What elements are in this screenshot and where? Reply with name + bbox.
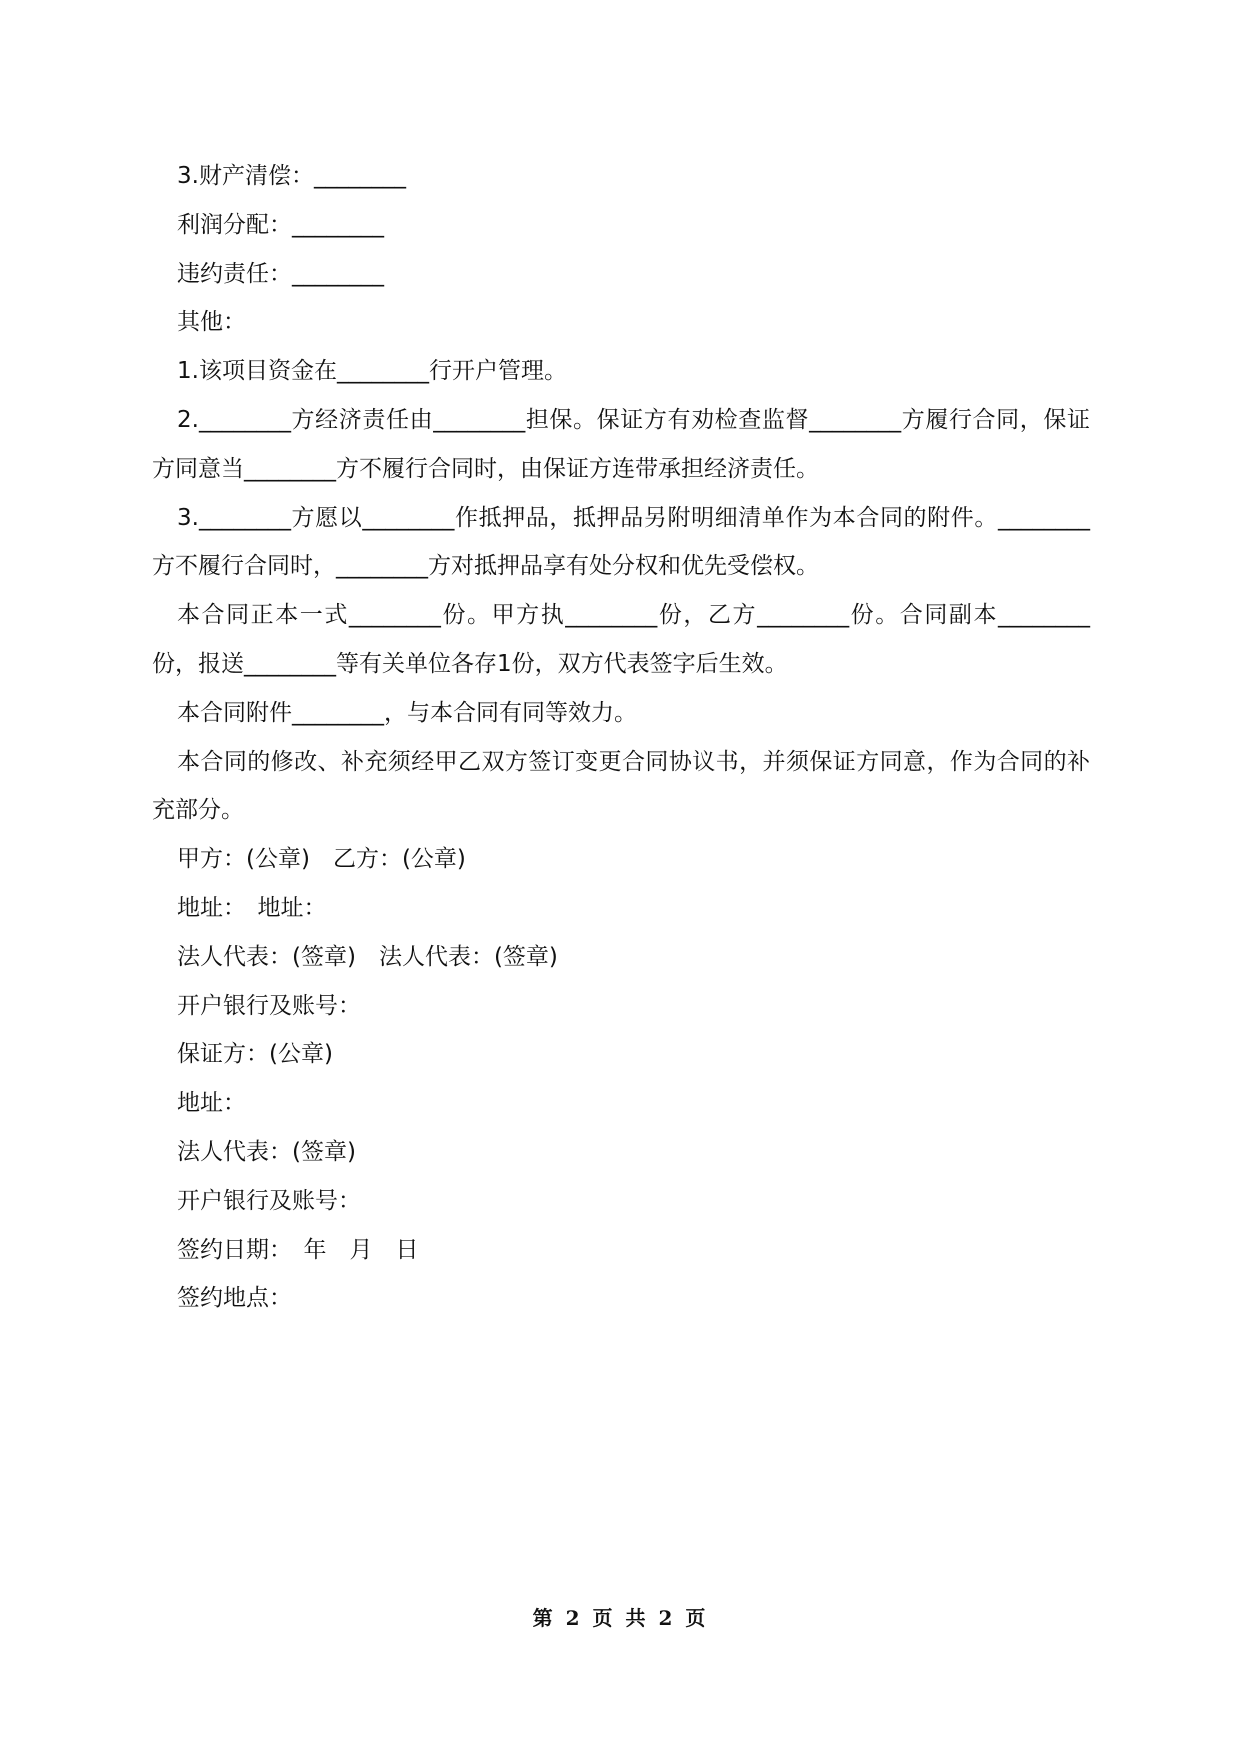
signature-guarantor-representative: 法人代表：(签章) xyxy=(177,1138,356,1165)
section-others-heading: 其他： xyxy=(177,309,246,336)
signature-date: 签约日期： 年 月 日 xyxy=(177,1236,419,1263)
signature-guarantor-address: 地址： xyxy=(177,1090,246,1117)
clause-attachments: 本合同附件________，与本合同有同等效力。 xyxy=(177,699,637,726)
signature-guarantor-seal: 保证方：(公章) xyxy=(177,1041,333,1068)
clause-fund-account: 1.该项目资金在________行开户管理。 xyxy=(177,358,567,385)
signature-legal-representatives: 法人代表：(签章) 法人代表：(签章) xyxy=(177,943,558,970)
signature-bank-account: 开户银行及账号： xyxy=(177,992,361,1019)
page-number-footer: 第 2 页 共 2 页 xyxy=(532,1606,709,1630)
signature-party-seals: 甲方：(公章) 乙方：(公章) xyxy=(177,846,466,873)
clause-copies: 本合同正本一式________份。甲方执________份，乙方________份。合同副本________份，报送________等有关单位各存1份，双方代表签字后生效。 xyxy=(152,602,1090,677)
signature-place: 签约地点： xyxy=(177,1285,292,1312)
clause-amendments: 本合同的修改、补充须经甲乙双方签订变更合同协议书，并须保证方同意，作为合同的补充部分。 xyxy=(152,748,1090,824)
signature-party-addresses: 地址： 地址： xyxy=(177,894,327,921)
document-body xyxy=(152,152,1090,1323)
clause-profit-distribution: 利润分配：________ xyxy=(177,211,384,238)
clause-breach-liability: 违约责任：________ xyxy=(177,260,384,287)
signature-guarantor-bank-account: 开户银行及账号： xyxy=(177,1187,361,1214)
clause-collateral: 3.________方愿以________作抵押品，抵押品另附明细清单作为本合同的附件。________方不履行合同时，________方对抵押品享有处分权和优先受偿权。 xyxy=(152,504,1090,580)
clause-property-settlement: 3.财产清偿：________ xyxy=(177,163,406,189)
clause-guarantee: 2.________方经济责任由________担保。保证方有劝检查监督________方履行合同，保证方同意当________方不履行合同时，由保证方连带承担经济责任。 xyxy=(152,406,1090,482)
